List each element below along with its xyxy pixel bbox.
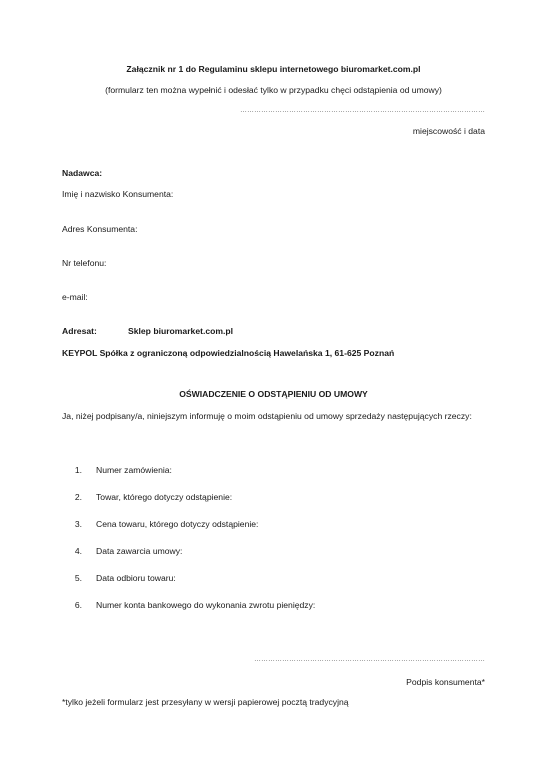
list-item-number: 2.: [74, 492, 82, 502]
document-title: Załącznik nr 1 do Regulaminu sklepu internetowego biuromarket.com.pl: [126, 64, 421, 74]
list-item: [62, 465, 482, 477]
list-item: [62, 546, 482, 558]
place-date-dotted-line: ……………………………………………………………………………………………: [240, 107, 485, 114]
list-item-text: Numer konta bankowego do wykonania zwrotu pieniędzy:: [96, 600, 316, 610]
sender-heading: Nadawca:: [62, 168, 103, 178]
statement-intro: Ja, niżej podpisany/a, niniejszym informuję o moim odstąpieniu od umowy sprzedaży następujących rzeczy:: [62, 411, 472, 421]
list-item-text: Towar, którego dotyczy odstąpienie:: [96, 492, 233, 502]
place-date-label: miejscowość i data: [412, 126, 485, 136]
addressee-label: Adresat:: [62, 326, 97, 336]
list-item-number: 6.: [74, 600, 82, 610]
phone-label: Nr telefonu:: [62, 258, 107, 268]
addressee-shop: Sklep biuromarket.com.pl: [128, 326, 234, 336]
list-item: [62, 600, 482, 612]
signature-label: Podpis konsumenta*: [406, 677, 485, 687]
list-item-number: 5.: [74, 573, 82, 583]
footnote: *tylko jeżeli formularz jest przesyłany w wersji papierowej pocztą tradycyjną: [62, 697, 349, 707]
list-item: [62, 492, 482, 504]
list-item-text: Numer zamówienia:: [96, 465, 172, 475]
document-subtitle: (formularz ten można wypełnić i odesłać tylko w przypadku chęci odstąpienia od umowy): [105, 85, 442, 95]
list-item-number: 3.: [74, 519, 82, 529]
consumer-address-label: Adres Konsumenta:: [62, 224, 138, 234]
list-item-text: Data odbioru towaru:: [96, 573, 176, 583]
signature-dotted-line: ………………………………………………………………………………………: [254, 656, 485, 663]
list-item-number: 1.: [74, 465, 82, 475]
email-label: e-mail:: [62, 292, 88, 302]
list-item-text: Cena towaru, którego dotyczy odstąpienie:: [96, 519, 259, 529]
list-item: [62, 519, 482, 531]
list-item: [62, 573, 482, 585]
list-item-number: 4.: [74, 546, 82, 556]
consumer-name-label: Imię i nazwisko Konsumenta:: [62, 189, 174, 199]
statement-heading: OŚWIADCZENIE O ODSTĄPIENIU OD UMOWY: [179, 389, 368, 399]
list-item-text: Data zawarcia umowy:: [96, 546, 183, 556]
addressee-company: KEYPOL Spółka z ograniczoną odpowiedzialnością Hawelańska 1, 61-625 Poznań: [62, 348, 395, 358]
